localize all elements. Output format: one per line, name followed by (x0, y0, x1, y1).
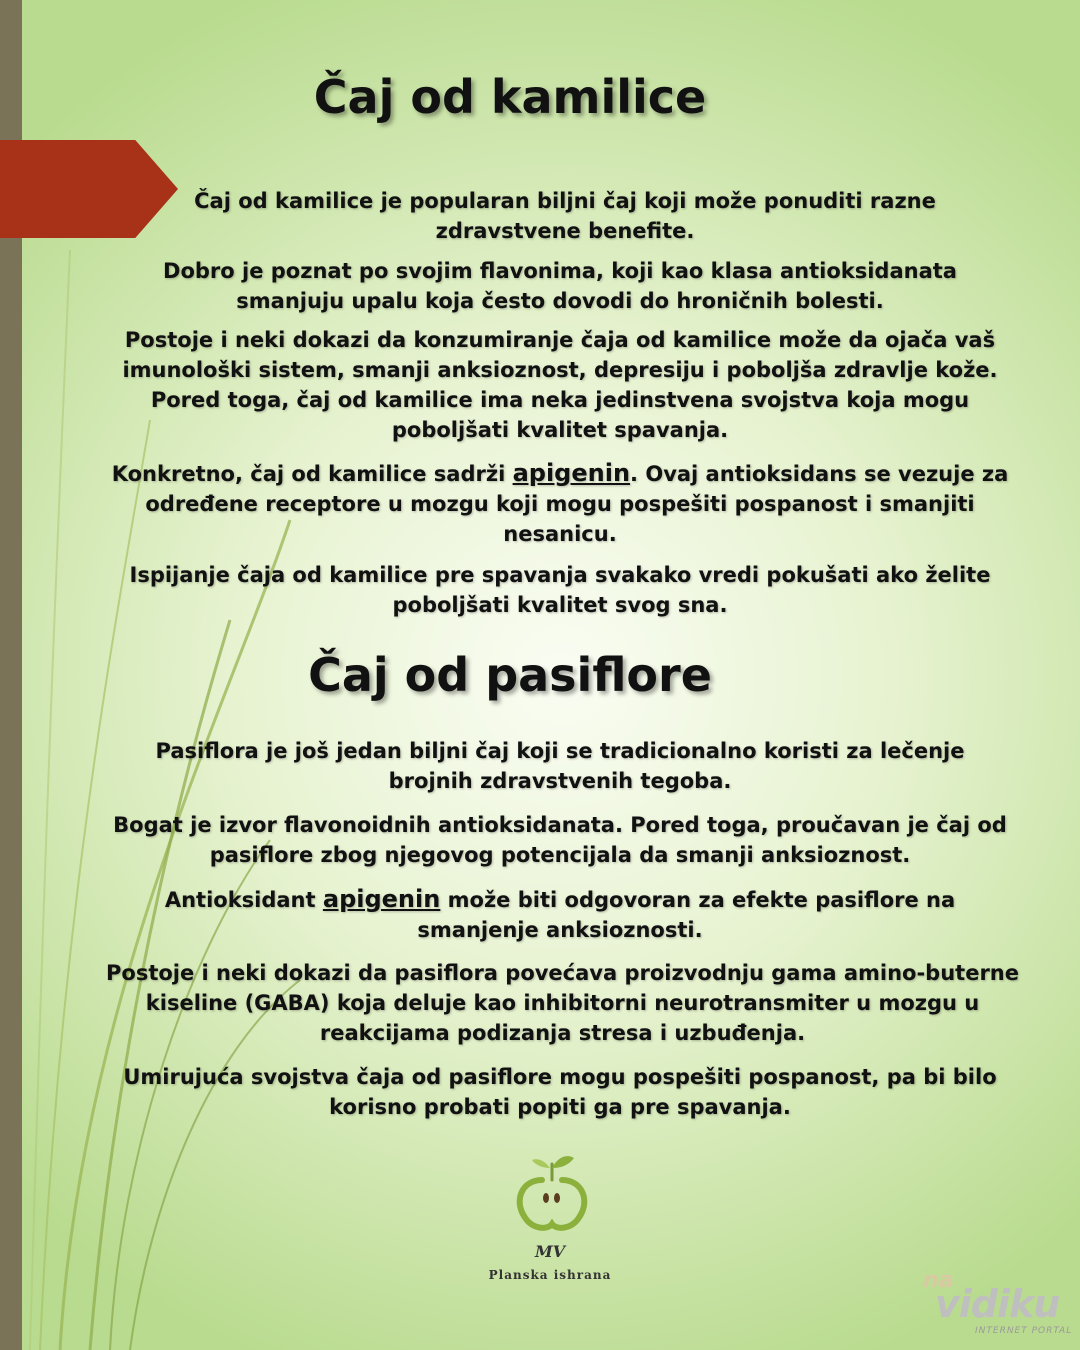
apigenin-link-2[interactable]: apigenin (322, 885, 441, 913)
section1-paragraph-3: Postoje i neki dokazi da konzumiranje čaja od kamilice može da ojača vaš imunološki sistem, smanji anksioznost, depresiju i poboljša zdravlje kože. Pored toga, čaj od kamilice ima neka jedinstvena svojstva koja mogu poboljšati kvalitet spavanja. (122, 328, 998, 442)
section1-paragraph-1: Čaj od kamilice je popularan biljni čaj koji može ponuditi razne zdravstvene benefite. (194, 189, 936, 243)
watermark-prefix: na (923, 1268, 954, 1293)
section1-title: Čaj od kamilice (313, 70, 707, 124)
section1-paragraph-2: Dobro je poznat po svojim flavonima, koji kao klasa antioksidanata smanjuju upalu koja često dovodi do hroničnih bolesti. (163, 259, 957, 313)
apple-logo-icon (500, 1150, 600, 1240)
watermark-tagline: INTERNET PORTAL (975, 1326, 1073, 1336)
section2-title: Čaj od pasiflore (308, 648, 712, 702)
section2-paragraph-3-text-after: može biti odgovoran za efekte pasiflore na smanjenje anksioznosti. (417, 888, 956, 942)
section2-paragraph-3-text-before: Antioksidant (164, 888, 323, 912)
watermark-brand: vidiku (935, 1282, 1060, 1326)
planska-ishrana-logo (470, 1150, 630, 1290)
section1-paragraph-4-text-before: Konkretno, čaj od kamilice sadrži (111, 462, 513, 486)
section2-paragraph-5: Umirujuća svojstva čaja od pasiflore mogu pospešiti pospanost, pa bi bilo korisno probati popiti ga pre spavanja. (123, 1065, 997, 1119)
logo-initials: MV (534, 1242, 566, 1261)
section2-paragraph-2: Bogat je izvor flavonoidnih antioksidanata. Pored toga, proučavan je čaj od pasiflore zbog njegovog potencijala da smanji anksioznost. (113, 813, 1007, 867)
section2-paragraph-1: Pasiflora je još jedan biljni čaj koji se tradicionalno koristi za lečenje brojnih zdravstvenih tegoba. (155, 739, 965, 793)
section2-paragraph-4: Postoje i neki dokazi da pasiflora povećava proizvodnju gama amino-buterne kiseline (GABA) koja deluje kao inhibitorni neurotransmiter u mozgu u reakcijama podizanja stresa i uzbuđenja. (106, 961, 1019, 1045)
section1-paragraph-4-text-after: . Ovaj antioksidans se vezuje za određene receptore u mozgu koji mogu pospešiti pospanost i smanjiti nesanicu. (145, 462, 1009, 546)
section1-paragraph-4 (95, 458, 1025, 549)
logo-name: Planska ishrana (488, 1268, 612, 1282)
navidiku-watermark (915, 1268, 1075, 1338)
apigenin-link[interactable]: apigenin (512, 459, 631, 487)
section2-paragraph-3 (110, 884, 1010, 945)
section1-paragraph-5: Ispijanje čaja od kamilice pre spavanja svakako vredi pokušati ako želite poboljšati kvalitet svog sna. (129, 563, 991, 617)
